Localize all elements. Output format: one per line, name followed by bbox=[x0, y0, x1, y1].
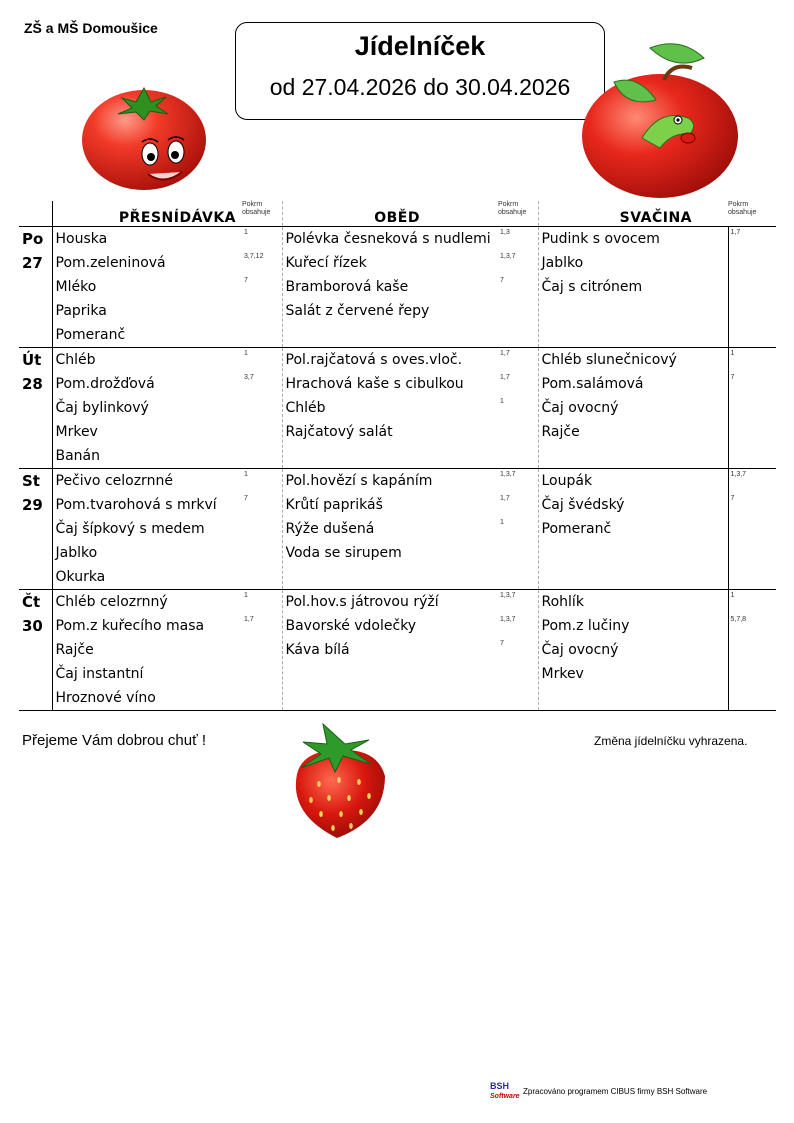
allergen-code bbox=[242, 565, 282, 589]
snack-item: Loupák bbox=[541, 473, 593, 489]
lunch-item bbox=[283, 565, 499, 589]
allergen-code bbox=[498, 662, 538, 686]
allergen-code bbox=[729, 686, 777, 710]
day-row bbox=[19, 348, 776, 469]
lunch-item: Káva bílá bbox=[285, 642, 350, 658]
lunch-item: Pol.rajčatová s oves.vloč. bbox=[285, 352, 463, 368]
allergen-code: 1 bbox=[730, 350, 735, 357]
allergen-code: 1,3,7 bbox=[500, 471, 516, 478]
lunch-allergen-cell bbox=[498, 469, 538, 590]
day-date: 30 bbox=[22, 617, 43, 635]
breakfast-cell bbox=[52, 227, 242, 348]
day-cell bbox=[19, 469, 52, 590]
breakfast-item: Paprika bbox=[55, 303, 107, 319]
allergen-code: 1 bbox=[244, 229, 248, 236]
lunch-cell bbox=[282, 227, 498, 348]
allergen-code: 1,7 bbox=[500, 374, 510, 381]
breakfast-item: Chléb bbox=[55, 352, 96, 368]
breakfast-allergen-header: Pokrm obsahuje bbox=[242, 201, 282, 227]
lunch-item: Kuřecí řízek bbox=[285, 255, 367, 271]
breakfast-allergen-cell bbox=[242, 227, 282, 348]
allergen-code: 7 bbox=[500, 277, 504, 284]
lunch-allergen-cell bbox=[498, 590, 538, 711]
allergen-code: 1 bbox=[730, 592, 735, 599]
breakfast-cell bbox=[52, 469, 242, 590]
day-name: Po bbox=[22, 230, 44, 248]
wish-text: Přejeme Vám dobrou chuť ! bbox=[22, 732, 207, 749]
allergen-code: 1 bbox=[244, 471, 248, 478]
allergen-code: 1,3,7 bbox=[500, 253, 516, 260]
allergen-code: 3,7 bbox=[244, 374, 254, 381]
allergen-code bbox=[729, 323, 777, 347]
snack-cell bbox=[538, 469, 728, 590]
snack-item bbox=[539, 686, 728, 710]
snack-allergen-cell bbox=[728, 590, 776, 711]
breakfast-item: Mrkev bbox=[55, 424, 98, 440]
logo-subtext: Software bbox=[490, 1093, 520, 1100]
snack-item: Mrkev bbox=[541, 666, 584, 682]
allergen-code bbox=[498, 420, 538, 444]
page-title: Jídelníček bbox=[354, 31, 486, 61]
tomato-illustration bbox=[78, 80, 210, 192]
allergen-code bbox=[729, 396, 777, 420]
allergen-code bbox=[729, 565, 777, 589]
lunch-item: Hrachová kaše s cibulkou bbox=[285, 376, 464, 392]
snack-item: Pom.salámová bbox=[541, 376, 644, 392]
breakfast-item: Okurka bbox=[55, 569, 106, 585]
allergen-code: 5,7,8 bbox=[730, 616, 747, 623]
allergen-code: 1 bbox=[244, 350, 248, 357]
allergen-code bbox=[729, 420, 777, 444]
lunch-item bbox=[283, 323, 499, 347]
allergen-code: 1 bbox=[244, 592, 248, 599]
breakfast-item: Banán bbox=[55, 448, 101, 464]
allergen-code bbox=[498, 565, 538, 589]
lunch-item: Krůtí paprikáš bbox=[285, 497, 383, 513]
snack-header: SVAČINA bbox=[619, 210, 692, 226]
allergen-code bbox=[729, 275, 777, 299]
allergen-code: 7 bbox=[500, 640, 504, 647]
allergen-code bbox=[242, 662, 282, 686]
lunch-item: Salát z červené řepy bbox=[285, 303, 430, 319]
snack-item bbox=[539, 444, 728, 468]
day-date: 29 bbox=[22, 496, 43, 514]
snack-item bbox=[539, 323, 728, 347]
apple-illustration bbox=[580, 38, 740, 200]
menu-period: od 27.04.2026 do 30.04.2026 bbox=[269, 74, 571, 100]
day-name: St bbox=[22, 472, 40, 490]
day-row bbox=[19, 227, 776, 348]
allergen-code bbox=[729, 444, 777, 468]
allergen-code bbox=[242, 323, 282, 347]
day-row bbox=[19, 590, 776, 711]
breakfast-item: Rajče bbox=[55, 642, 94, 658]
bsh-logo bbox=[490, 1082, 520, 1101]
allergen-code bbox=[729, 541, 777, 565]
table-header-row bbox=[19, 201, 776, 227]
lunch-item: Voda se sirupem bbox=[285, 545, 402, 561]
breakfast-cell bbox=[52, 590, 242, 711]
allergen-code bbox=[498, 444, 538, 468]
snack-item: Rohlík bbox=[541, 594, 584, 610]
allergen-code: 1,3,7 bbox=[730, 471, 747, 478]
breakfast-cell bbox=[52, 348, 242, 469]
breakfast-item: Mléko bbox=[55, 279, 97, 295]
breakfast-item: Chléb celozrnný bbox=[55, 594, 168, 610]
allergen-code: 1,3 bbox=[500, 229, 510, 236]
allergen-code bbox=[242, 420, 282, 444]
allergen-code bbox=[498, 686, 538, 710]
lunch-cell bbox=[282, 348, 498, 469]
snack-item: Čaj s citrónem bbox=[541, 279, 643, 295]
snack-item: Čaj ovocný bbox=[541, 400, 619, 416]
allergen-code bbox=[498, 299, 538, 323]
strawberry-illustration bbox=[283, 720, 393, 842]
day-date: 27 bbox=[22, 254, 43, 272]
snack-allergen-cell bbox=[728, 469, 776, 590]
allergen-code: 1,3,7 bbox=[500, 616, 516, 623]
lunch-allergen-cell bbox=[498, 227, 538, 348]
breakfast-item: Čaj šípkový s medem bbox=[55, 521, 205, 537]
lunch-allergen-header: Pokrm obsahuje bbox=[498, 201, 538, 227]
lunch-item: Bramborová kaše bbox=[285, 279, 409, 295]
lunch-allergen-cell bbox=[498, 348, 538, 469]
breakfast-allergen-cell bbox=[242, 590, 282, 711]
allergen-code: 1,3,7 bbox=[500, 592, 516, 599]
lunch-header: OBĚD bbox=[374, 210, 420, 226]
snack-allergen-cell bbox=[728, 348, 776, 469]
breakfast-item: Čaj bylinkový bbox=[55, 400, 149, 416]
snack-item: Pudink s ovocem bbox=[541, 231, 660, 247]
breakfast-item: Houska bbox=[55, 231, 108, 247]
allergen-code bbox=[242, 541, 282, 565]
snack-item: Čaj švédský bbox=[541, 497, 625, 513]
allergen-code: 3,7,12 bbox=[244, 253, 264, 260]
snack-item bbox=[539, 299, 728, 323]
school-name: ZŠ a MŠ Domoušice bbox=[24, 20, 158, 36]
allergen-code bbox=[242, 517, 282, 541]
breakfast-header: PŘESNÍDÁVKA bbox=[118, 210, 236, 226]
lunch-item: Polévka česneková s nudlemi bbox=[285, 231, 491, 247]
footer-credit: Zpracováno programem CIBUS firmy BSH Software bbox=[523, 1087, 708, 1096]
logo-text: BSH bbox=[490, 1081, 510, 1091]
allergen-code bbox=[729, 251, 777, 275]
allergen-code bbox=[729, 299, 777, 323]
allergen-code: 1,7 bbox=[244, 616, 254, 623]
day-cell bbox=[19, 590, 52, 711]
lunch-item: Bavorské vdolečky bbox=[285, 618, 417, 634]
day-cell bbox=[19, 227, 52, 348]
allergen-code bbox=[242, 638, 282, 662]
snack-item: Pom.z lučiny bbox=[541, 618, 630, 634]
snack-cell bbox=[538, 227, 728, 348]
allergen-code bbox=[498, 323, 538, 347]
allergen-code bbox=[242, 444, 282, 468]
change-note: Změna jídelníčku vyhrazena. bbox=[594, 734, 748, 748]
breakfast-item: Pomeranč bbox=[55, 327, 126, 343]
lunch-item: Pol.hov.s játrovou rýží bbox=[285, 594, 439, 610]
allergen-code bbox=[242, 396, 282, 420]
snack-item: Rajče bbox=[541, 424, 580, 440]
lunch-cell bbox=[282, 469, 498, 590]
snack-cell bbox=[538, 348, 728, 469]
day-header bbox=[19, 201, 52, 227]
snack-cell bbox=[538, 590, 728, 711]
allergen-code: 1 bbox=[500, 398, 504, 405]
snack-allergen-header: Pokrm obsahuje bbox=[728, 201, 757, 216]
lunch-item: Rýže dušená bbox=[285, 521, 375, 537]
breakfast-item: Pom.tvarohová s mrkví bbox=[55, 497, 217, 513]
allergen-code bbox=[729, 638, 777, 662]
breakfast-item: Hroznové víno bbox=[55, 690, 156, 706]
day-cell bbox=[19, 348, 52, 469]
day-row bbox=[19, 469, 776, 590]
breakfast-item: Čaj instantní bbox=[55, 666, 144, 682]
lunch-cell bbox=[282, 590, 498, 711]
allergen-code: 1,7 bbox=[730, 229, 741, 236]
allergen-code: 1 bbox=[500, 519, 504, 526]
lunch-item: Pol.hovězí s kapáním bbox=[285, 473, 433, 489]
snack-item: Čaj ovocný bbox=[541, 642, 619, 658]
allergen-code bbox=[729, 662, 777, 686]
breakfast-item: Jablko bbox=[55, 545, 98, 561]
snack-item: Chléb slunečnicový bbox=[541, 352, 677, 368]
day-name: Čt bbox=[22, 593, 41, 611]
snack-item bbox=[539, 541, 728, 565]
allergen-code bbox=[729, 517, 777, 541]
lunch-item bbox=[283, 686, 499, 710]
day-date: 28 bbox=[22, 375, 43, 393]
breakfast-item: Pom.zeleninová bbox=[55, 255, 166, 271]
breakfast-item: Pom.z kuřecího masa bbox=[55, 618, 205, 634]
snack-item: Jablko bbox=[541, 255, 584, 271]
lunch-item bbox=[283, 662, 499, 686]
lunch-item: Chléb bbox=[285, 400, 326, 416]
allergen-code: 7 bbox=[730, 495, 735, 502]
title-box bbox=[235, 22, 605, 120]
lunch-item bbox=[283, 444, 499, 468]
menu-table bbox=[19, 201, 776, 711]
day-name: Út bbox=[22, 351, 42, 369]
allergen-code: 7 bbox=[244, 277, 248, 284]
allergen-code bbox=[242, 299, 282, 323]
snack-item bbox=[539, 565, 728, 589]
allergen-code bbox=[498, 541, 538, 565]
allergen-code bbox=[242, 686, 282, 710]
snack-item: Pomeranč bbox=[541, 521, 612, 537]
snack-allergen-cell bbox=[728, 227, 776, 348]
allergen-code: 1,7 bbox=[500, 350, 510, 357]
breakfast-item: Pečivo celozrnné bbox=[55, 473, 173, 489]
allergen-code: 1,7 bbox=[500, 495, 510, 502]
allergen-code: 7 bbox=[730, 374, 735, 381]
lunch-item: Rajčatový salát bbox=[285, 424, 393, 440]
breakfast-item: Pom.drožďová bbox=[55, 376, 155, 392]
allergen-code: 7 bbox=[244, 495, 248, 502]
breakfast-allergen-cell bbox=[242, 348, 282, 469]
breakfast-allergen-cell bbox=[242, 469, 282, 590]
